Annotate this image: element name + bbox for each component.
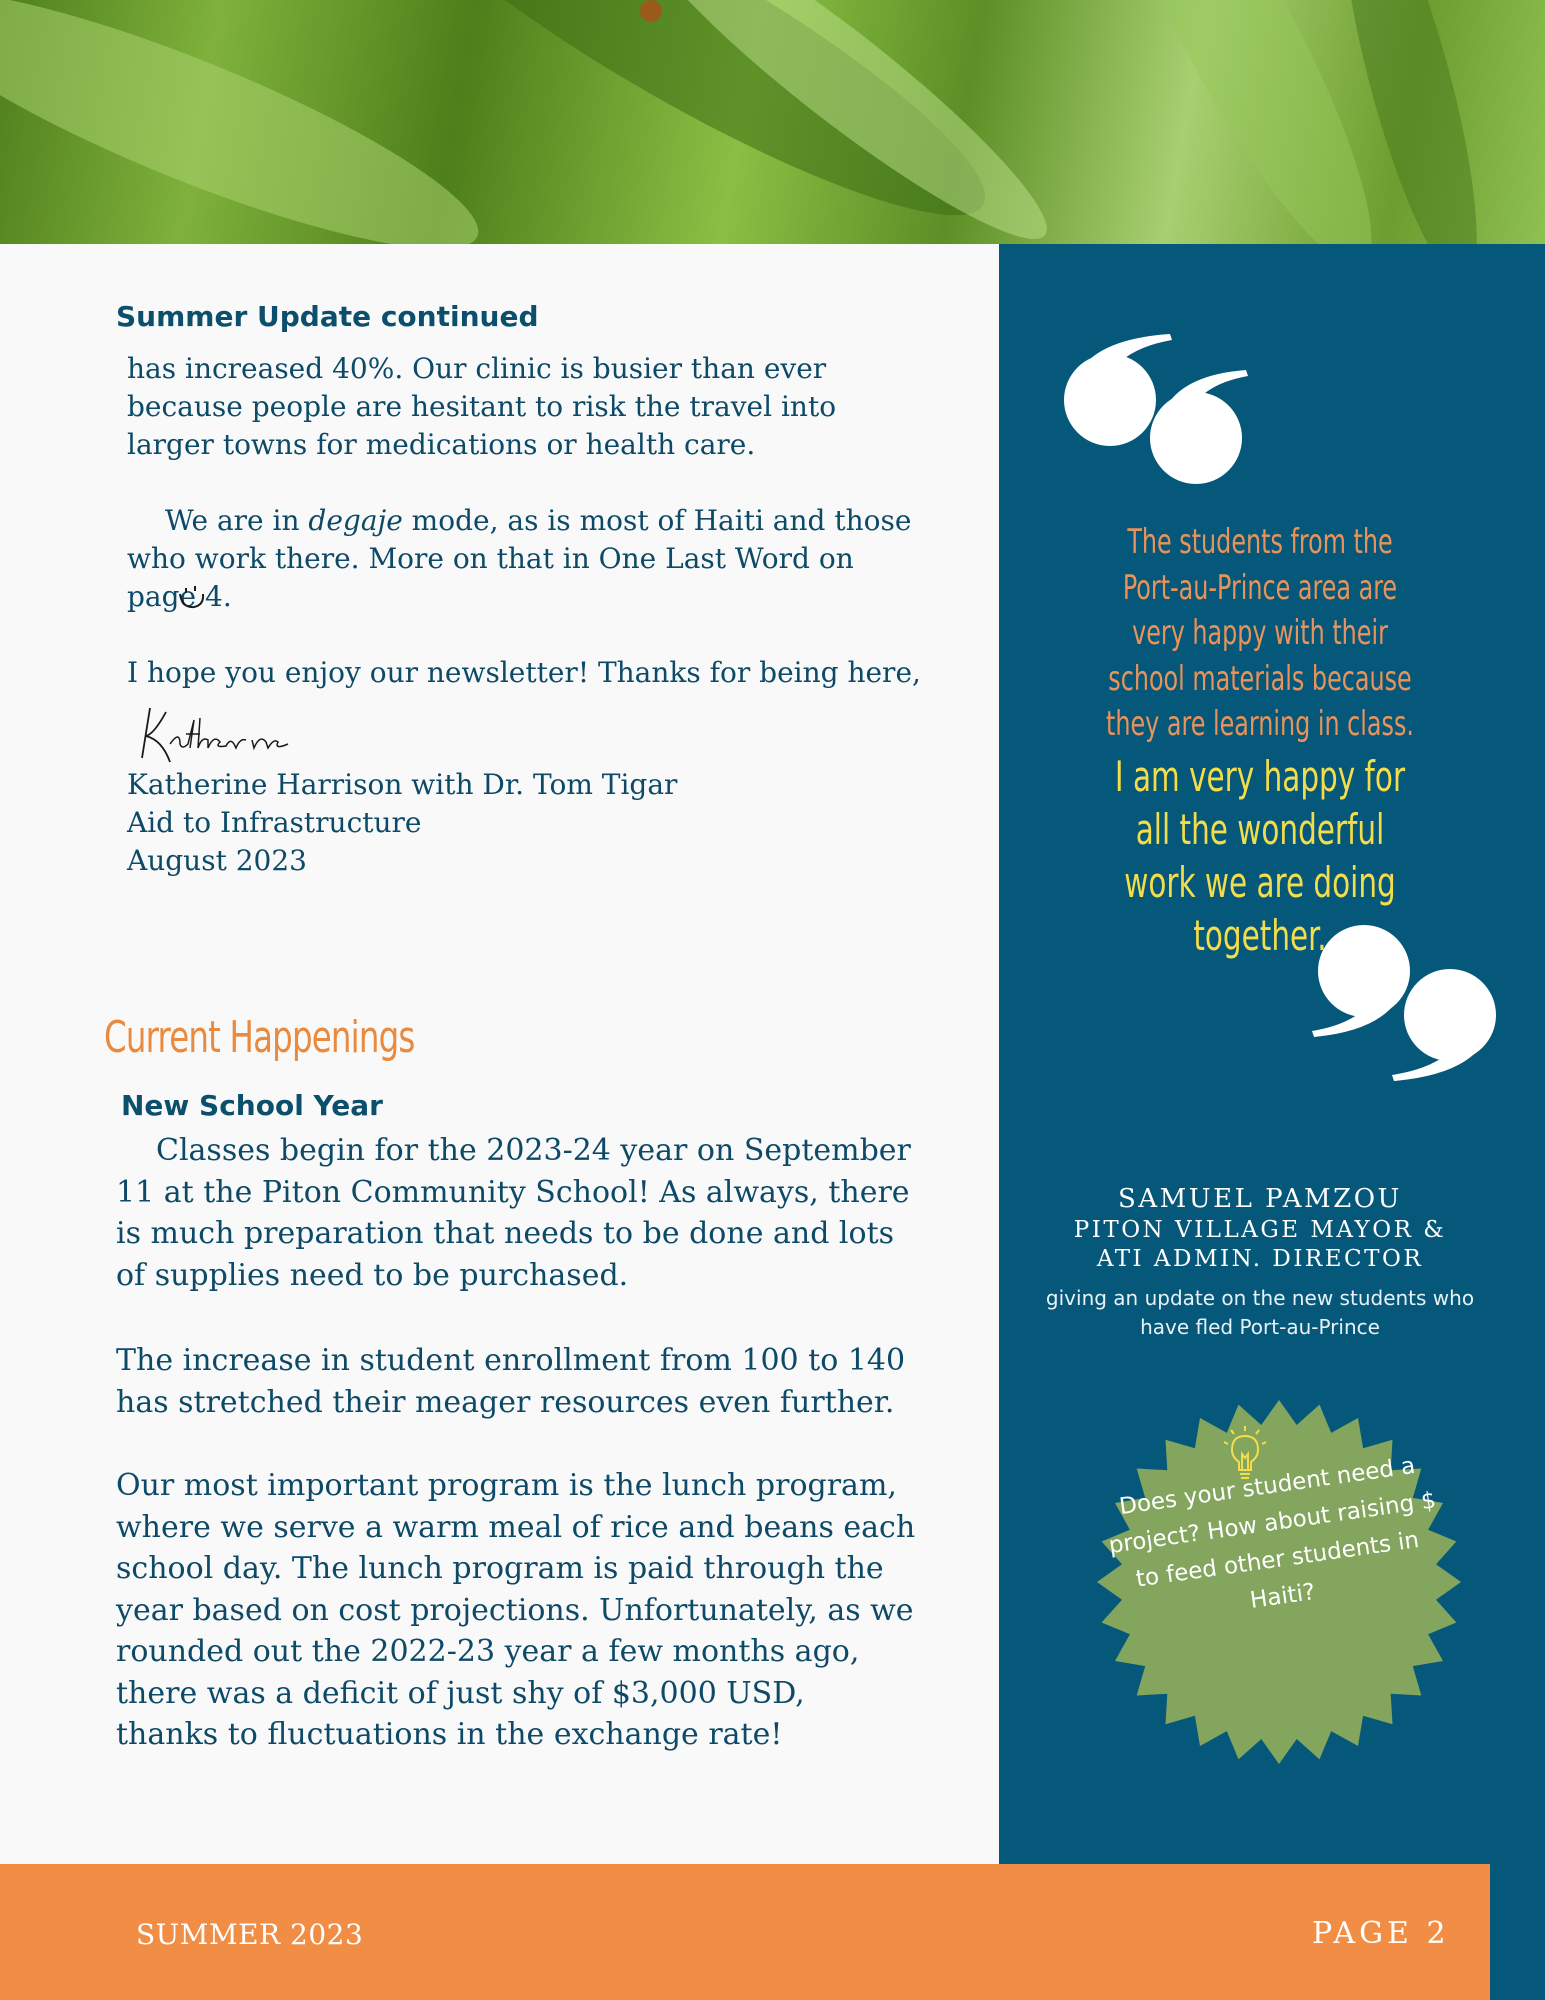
- happenings-paragraph-2: The increase in student enrollment from 100 to 140 has stretched their meager resources even further.: [116, 1343, 906, 1420]
- signoff-name: Katherine Harrison with Dr. Tom Tigar: [127, 768, 678, 801]
- speaker-role-1: PITON VILLAGE MAYOR &: [1073, 1217, 1447, 1243]
- signoff-date: August 2023: [127, 844, 307, 877]
- footer-page-number: PAGE 2: [1312, 1916, 1450, 1951]
- summer-update-heading: Summer Update continued: [116, 300, 539, 333]
- summer-update-paragraph-1: has increased 40%. Our clinic is busier than ever because people are hesitant to risk the travel into larger towns for medications or health care.: [127, 352, 837, 461]
- badge-text: Does your student need a project? How about raising $ to feed other students in Haiti?: [1107, 1452, 1438, 1614]
- open-quote-icon: [1062, 330, 1252, 490]
- hero-banner-image: [0, 0, 1545, 244]
- speaker-description: giving an update on the new students who have fled Port-au-Prince: [1045, 1286, 1475, 1339]
- summer-update-paragraph-2: We are in degaje mode, as is most of Haiti and those who work there. More on that in One Last Word on page 4.: [127, 504, 912, 613]
- speaker-role-2: ATI ADMIN. DIRECTOR: [1096, 1246, 1424, 1272]
- speaker-block: [1030, 1182, 1490, 1274]
- sidebar-quote: The students from the Port-au-Prince area are very happy with their school materials because they are learning in class.: [1106, 522, 1414, 744]
- footer-issue: SUMMER 2023: [136, 1918, 364, 1951]
- sidebar-quote-highlight: I am very happy for all the wonderful work we are doing together.: [1114, 752, 1406, 960]
- current-happenings-title: Current Happenings: [104, 1012, 415, 1063]
- speaker-name: SAMUEL PAMZOU: [1118, 1184, 1402, 1214]
- signoff-org: Aid to Infrastructure: [127, 806, 422, 839]
- smiley-icon: [174, 580, 208, 614]
- summer-update-paragraph-3: I hope you enjoy our newsletter! Thanks for being here,: [127, 656, 921, 689]
- signoff-block: [127, 766, 927, 880]
- happenings-paragraph-1: Classes begin for the 2023-24 year on September 11 at the Piton Community School! As always, there is much preparation that needs to be done and lots of supplies need to be purchased.: [116, 1133, 911, 1293]
- signature-image: [136, 700, 296, 770]
- close-quote-icon: [1310, 925, 1500, 1085]
- happenings-paragraph-3: Our most important program is the lunch program, where we serve a warm meal of rice and beans each school day. The lunch program is paid through the year based on cost projections. Unfortunately, as we rounded out the 2022-23 year a few months ago, there was a deficit of just shy of $3,000 USD, thanks to fluctuations in the exchange rate!: [116, 1468, 916, 1752]
- new-school-year-heading: New School Year: [121, 1089, 383, 1122]
